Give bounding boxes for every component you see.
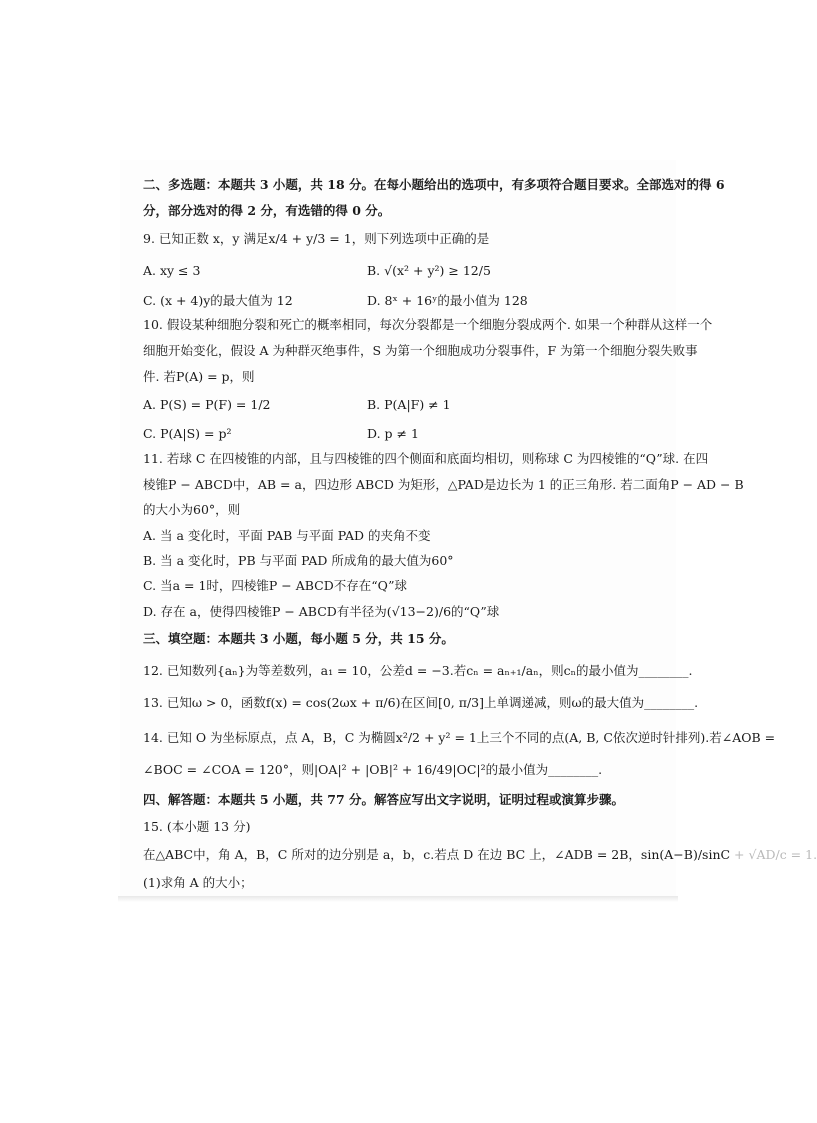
section2-header-line1: 二、多选题：本题共 3 小题，共 18 分。在每小题给出的选项中，有多项符合题目要求。全部选对的得 6 bbox=[143, 177, 725, 192]
q13-text: 13. 已知ω > 0，函数f(x) = cos(2ωx + π/6)在区间[0, π/3]上单调递减，则ω的最大值为________. bbox=[143, 695, 699, 710]
section4-header: 四、解答题：本题共 5 小题，共 77 分。解答应写出文字说明，证明过程或演算步骤。 bbox=[143, 792, 625, 807]
q9-option-a: A. xy ≤ 3 bbox=[143, 263, 201, 278]
q15-title: 15. (本小题 13 分) bbox=[143, 819, 251, 834]
q11-option-b: B. 当 a 变化时，PB 与平面 PAD 所成角的最大值为60° bbox=[143, 553, 454, 568]
q10-option-b: B. P(A|F) ≠ 1 bbox=[367, 397, 451, 412]
q11-stem-line3: 的大小为60°，则 bbox=[143, 502, 241, 517]
q10-stem-line1: 10. 假设某种细胞分裂和死亡的概率相同，每次分裂都是一个细胞分裂成两个. 如果一个种群从这样一个 bbox=[143, 317, 713, 332]
q9-option-c: C. (x + 4)y的最大值为 12 bbox=[143, 293, 293, 308]
q10-option-d: D. p ≠ 1 bbox=[367, 426, 419, 441]
q11-option-c: C. 当a = 1时，四棱锥P − ABCD不存在“Q”球 bbox=[143, 578, 408, 593]
section2-header-line2: 分，部分选对的得 2 分，有选错的得 0 分。 bbox=[143, 203, 391, 218]
q15-stem-faded: + √AD/c = 1. bbox=[730, 847, 817, 862]
q9-option-d: D. 8ˣ + 16ʸ的最小值为 128 bbox=[367, 293, 528, 308]
q11-option-a: A. 当 a 变化时，平面 PAB 与平面 PAD 的夹角不变 bbox=[143, 528, 431, 543]
q10-option-c: C. P(A|S) = p² bbox=[143, 426, 232, 441]
q11-option-d: D. 存在 a，使得四棱锥P − ABCD有半径为(√13−2)/6的“Q”球 bbox=[143, 604, 500, 619]
q11-stem-line1: 11. 若球 C 在四棱锥的内部，且与四棱锥的四个侧面和底面均相切，则称球 C 为四棱锥的“Q”球. 在四 bbox=[143, 451, 709, 466]
q11-stem-line2: 棱锥P − ABCD中，AB = a，四边形 ABCD 为矩形，△PAD是边长为 1 的正三角形. 若二面角P − AD − B bbox=[143, 477, 744, 492]
q9-option-b: B. √(x² + y²) ≥ 12/5 bbox=[367, 263, 491, 278]
q15-stem-main: 在△ABC中，角 A，B，C 所对的边分别是 a，b，c.若点 D 在边 BC 上，∠ADB = 2B，sin(A−B)/sinC bbox=[143, 847, 731, 862]
q15-stem bbox=[143, 846, 817, 864]
section3-header: 三、填空题：本题共 3 小题，每小题 5 分，共 15 分。 bbox=[143, 631, 454, 646]
q10-stem-line2: 细胞开始变化，假设 A 为种群灭绝事件，S 为第一个细胞成功分裂事件，F 为第一个细胞分裂失败事 bbox=[143, 343, 698, 358]
q12-text: 12. 已知数列{aₙ}为等差数列，a₁ = 10，公差d = −3.若cₙ = aₙ₊₁/aₙ，则cₙ的最小值为________. bbox=[143, 663, 693, 678]
q15-part1: (1)求角 A 的大小； bbox=[143, 875, 253, 890]
page-edge-shadow bbox=[118, 896, 678, 902]
q9-stem: 9. 已知正数 x，y 满足x/4 + y/3 = 1，则下列选项中正确的是 bbox=[143, 231, 490, 246]
q10-stem-line3: 件. 若P(A) = p，则 bbox=[143, 369, 255, 384]
q14-line1: 14. 已知 O 为坐标原点，点 A，B，C 为椭圆x²/2 + y² = 1上三个不同的点(A, B, C依次逆时针排列).若∠AOB = bbox=[143, 730, 776, 745]
q14-line2: ∠BOC = ∠COA = 120°，则|OA|² + |OB|² + 16/49|OC|²的最小值为________. bbox=[143, 762, 603, 777]
q10-option-a: A. P(S) = P(F) = 1/2 bbox=[143, 397, 271, 412]
